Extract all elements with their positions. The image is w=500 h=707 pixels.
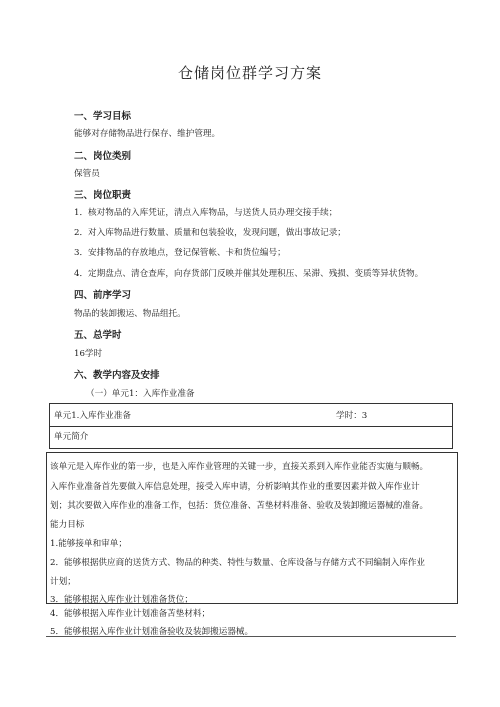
section-text-category: 保管员 xyxy=(74,169,100,179)
table-row-unit xyxy=(49,403,453,427)
section-heading-duties: 三、岗位职责 xyxy=(74,190,132,201)
section-text-prereq: 物品的装卸搬运、物品组托。 xyxy=(74,309,186,319)
after-box-line: 4．能够根据入库作业计划准备苫垫材料； xyxy=(50,609,211,619)
duty-item: 3．安排物品的存放地点，登记保管帐、卡和货位编号； xyxy=(74,248,286,258)
section-heading-content: 六、教学内容及安排 xyxy=(74,370,160,381)
section-heading-goals: 一、学习目标 xyxy=(74,111,132,122)
duty-item: 2．对入库物品进行数量、质量和包装验收，发现问题，做出事故记录； xyxy=(74,228,346,238)
page-title: 仓储岗位群学习方案 xyxy=(177,64,322,82)
box-line: 1.能够接单和审单； xyxy=(50,539,127,549)
table-row-intro xyxy=(49,426,453,449)
after-box-line: 5．能够根据入库作业计划准备验收及装卸搬运器械。 xyxy=(50,627,254,637)
box-line: 入库作业准备首先要做入库信息处理，接受入库申请，分析影响其作业的重要因素并做入库作业计 xyxy=(50,482,420,492)
section-text-hours: 16学时 xyxy=(74,349,103,359)
duty-item: 4．定期盘点、清仓查库，向存货部门反映并催其处理积压、呆滞、残损、变质等异状货物。 xyxy=(74,269,424,279)
unit-subheading: （一）单元1：入库作业准备 xyxy=(86,389,195,399)
bottom-divider xyxy=(46,636,456,637)
unit-name-cell: 单元1.入库作业准备 xyxy=(54,411,131,421)
box-line: 3．能够根据入库作业计划准备货位； xyxy=(50,595,193,605)
section-heading-hours: 五、总学时 xyxy=(74,330,122,341)
section-heading-category: 二、岗位类别 xyxy=(74,151,132,162)
box-line: 该单元是入库作业的第一步，也是入库作业管理的关键一步，直接关系到入库作业能否实施与顺畅。 xyxy=(50,462,429,472)
unit-intro-label: 单元简介 xyxy=(54,432,89,442)
duty-item: 1．核对物品的入库凭证，清点入库物品，与送货人员办理交接手续； xyxy=(74,208,338,218)
section-text-goals: 能够对存储物品进行保存、维护管理。 xyxy=(74,129,221,139)
unit-hours-cell: 学时：3 xyxy=(336,411,368,421)
unit-description-box xyxy=(46,452,458,604)
box-line: 计划； xyxy=(50,577,76,587)
section-heading-prereq: 四、前序学习 xyxy=(74,290,132,301)
box-line-heading: 能力目标 xyxy=(50,520,85,530)
box-line: 划；其次要做入库作业的准备工作，包括：货位准备、苫垫材料准备、验收及装卸搬运器械的准备。 xyxy=(50,501,429,511)
box-line: 2．能够根据供应商的送货方式、物品的种类、特性与数量、仓库设备与存储方式不同编制入库作业 xyxy=(50,558,426,568)
